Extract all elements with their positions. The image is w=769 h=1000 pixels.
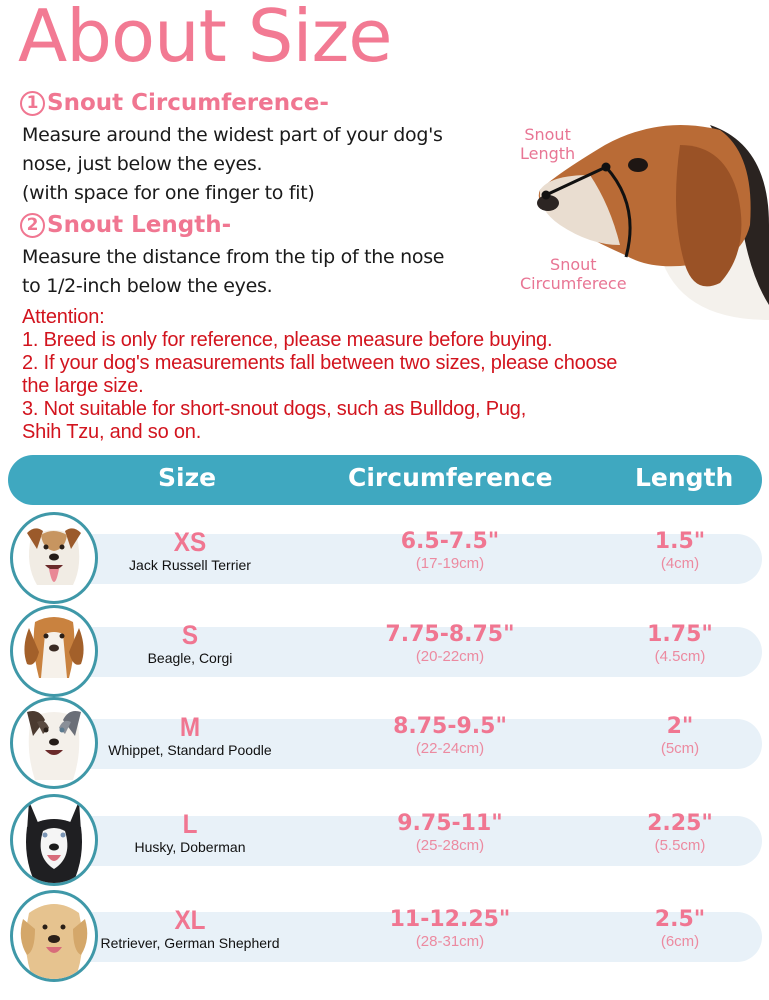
snout-circumference-label: Snout Circumferece [520,255,627,293]
circled-number-2: 2 [20,213,45,238]
size-s: S [181,620,199,650]
length-cm-s: (4.5cm) [654,648,706,665]
breed-xl: Retriever, German Shepherd [100,935,280,951]
breed-s: Beagle, Corgi [147,650,233,666]
circumference-m: 8.75-9.5" [393,714,507,739]
circumference-xl: 11-12.25" [389,907,511,932]
length-cm-m: (5cm) [660,740,700,757]
size-row-s [0,605,769,705]
attention-notes: Attention: 1. Breed is only for reference, please measure before buying. 2. If your dog's measurements fall between two sizes, please choose the large size. 3. Not suitable for short-snout dogs, such as Bulldog, Pug, Shih Tzu, and so on. [22,306,618,443]
length-cm-xs: (4cm) [660,555,700,572]
circumference-cm-xl: (28-31cm) [415,933,485,950]
circumference-cm-l: (25-28cm) [415,837,485,854]
size-xl: XL [174,905,206,935]
snout-length-instructions: Measure the distance from the tip of the nose to 1/2-inch below the eyes. [22,246,445,297]
size-m: M [179,712,201,742]
beagle-measurement-illustration [510,105,769,320]
length-s: 1.75" [647,622,713,647]
header-circumference: Circumference [348,463,553,492]
size-row-m [0,697,769,797]
circumference-cm-m: (22-24cm) [415,740,485,757]
circumference-xs: 6.5-7.5" [400,529,500,554]
size-row-xs [0,512,769,612]
snout-length-heading: 2 Snout Length- [20,212,231,238]
circumference-s: 7.75-8.75" [385,622,515,647]
size-xs: XS [173,527,207,557]
size-row-l [0,794,769,894]
snout-length-label: Snout Length [520,125,576,163]
breed-l: Husky, Doberman [134,839,246,855]
length-cm-l: (5.5cm) [654,837,706,854]
size-row-xl [0,890,769,990]
breed-m: Whippet, Standard Poodle [108,742,272,758]
length-cm-xl: (6cm) [660,933,700,950]
circumference-cm-s: (20-22cm) [415,648,485,665]
length-xs: 1.5" [654,529,706,554]
size-l: L [182,809,198,839]
length-m: 2" [666,714,694,739]
size-table-header [8,455,762,505]
header-size: Size [158,463,217,492]
header-length: Length [635,463,734,492]
circumference-cm-xs: (17-19cm) [415,555,485,572]
snout-circumference-instructions: Measure around the widest part of your dog's nose, just below the eyes. (with space for one finger to fit) [22,124,443,204]
circumference-l: 9.75-11" [397,811,503,836]
circled-number-1: 1 [20,91,45,116]
length-l: 2.25" [647,811,713,836]
breed-xs: Jack Russell Terrier [129,557,251,573]
page-title: About Size [18,0,392,78]
snout-circumference-heading: 1 Snout Circumference- [20,90,329,116]
length-xl: 2.5" [654,907,706,932]
